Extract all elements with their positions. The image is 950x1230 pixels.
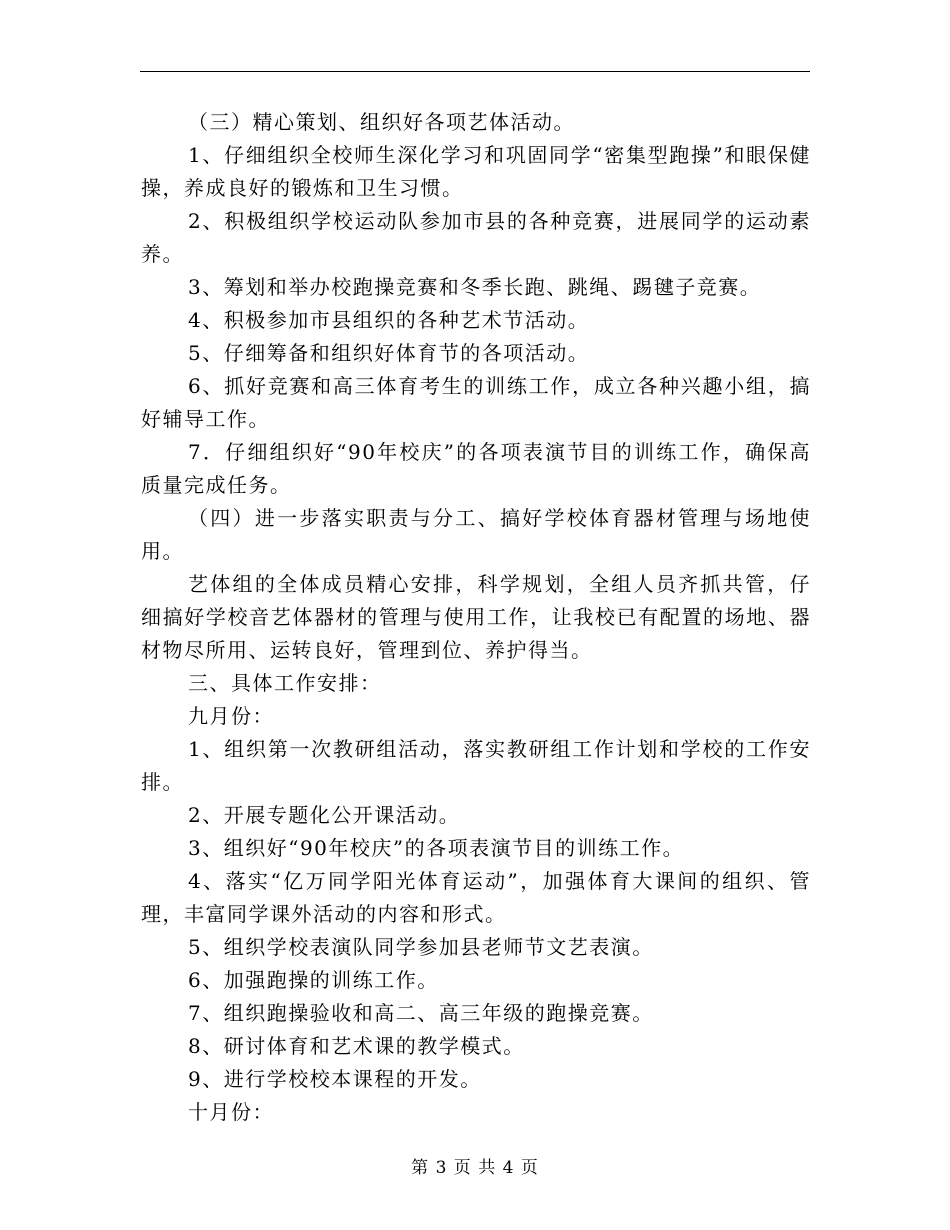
document-body [141, 106, 811, 1129]
paragraph: 4、积极参加市县组织的各种艺术节活动。 [188, 308, 590, 332]
month-heading: 十月份： [188, 1100, 274, 1124]
paragraph: 5、仔细筹备和组织好体育节的各项活动。 [188, 341, 590, 365]
paragraph: 1、组织第一次教研组活动，落实教研组工作计划和学校的工作安排。 [141, 737, 811, 794]
paragraph: 5、组织学校表演队同学参加县老师节文艺表演。 [188, 935, 654, 959]
paragraph: 7．仔细组织好“90年校庆”的各项表演节目的训练工作，确保高质量完成任务。 [141, 440, 811, 497]
paragraph: 3、组织好“90年校庆”的各项表演节目的训练工作。 [188, 836, 685, 860]
paragraph: 3、筹划和举办校跑操竞赛和冬季长跑、跳绳、踢毽子竞赛。 [188, 275, 762, 299]
header-rule [140, 71, 810, 72]
paragraph: 艺体组的全体成员精心安排，科学规划，全组人员齐抓共管，仔细搞好学校音艺体器材的管理与使用工作，让我校已有配置的场地、器材物尽所用、运转良好，管理到位、养护得当。 [141, 572, 811, 662]
paragraph: 6、抓好竞赛和高三体育考生的训练工作，成立各种兴趣小组，搞好辅导工作。 [141, 374, 811, 431]
paragraph: 7、组织跑操验收和高二、高三年级的跑操竞赛。 [188, 1001, 654, 1025]
paragraph: 4、落实“亿万同学阳光体育运动”，加强体育大课间的组织、管理，丰富同学课外活动的内容和形式。 [141, 869, 811, 926]
section-heading: 三、具体工作安排： [188, 671, 382, 695]
paragraph: 8、研讨体育和艺术课的教学模式。 [188, 1034, 525, 1058]
paragraph: （三）精心策划、组织好各项艺体活动。 [188, 110, 575, 134]
paragraph: 2、积极组织学校运动队参加市县的各种竞赛，进展同学的运动素养。 [141, 209, 811, 266]
paragraph: 1、仔细组织全校师生深化学习和巩固同学“密集型跑操”和眼保健操，养成良好的锻炼和卫生习惯。 [141, 143, 811, 200]
paragraph: 6、加强跑操的训练工作。 [188, 968, 439, 992]
paragraph: 9、进行学校校本课程的开发。 [188, 1067, 482, 1091]
paragraph: （四）进一步落实职责与分工、搞好学校体育器材管理与场地使用。 [141, 506, 811, 563]
paragraph: 2、开展专题化公开课活动。 [188, 803, 461, 827]
month-heading: 九月份： [188, 704, 274, 728]
page-number-footer: 第 3 页 共 4 页 [411, 1158, 539, 1178]
